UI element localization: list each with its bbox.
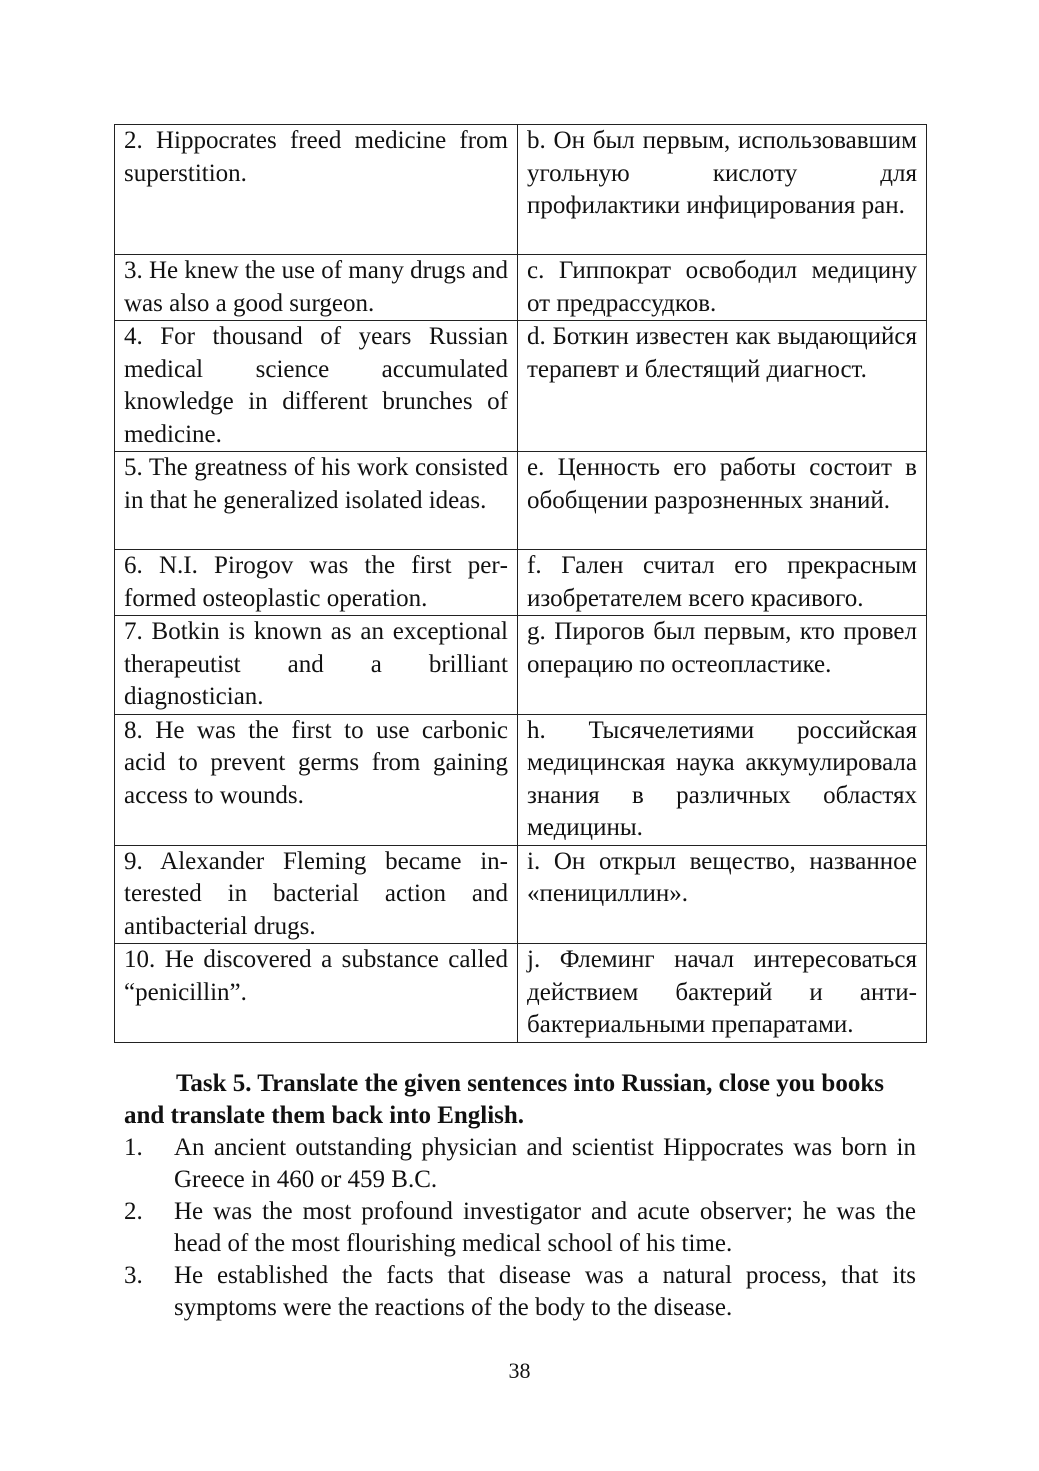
table-row bbox=[115, 452, 927, 550]
english-sentence-cell: 2. Hippocrates freed medicine from superstition. bbox=[115, 125, 518, 255]
list-item-number: 3. bbox=[124, 1262, 143, 1289]
russian-sentence-cell: g. Пирогов был первым, кто провел операцию по остеопластике. bbox=[518, 616, 927, 715]
russian-sentence-cell: h. Тысячелетиями российская медицинская наука аккумулировала знания в различных областях медицины. bbox=[518, 714, 927, 845]
table-row bbox=[115, 125, 927, 255]
russian-sentence-cell: j. Флеминг начал интересоваться действием бактерий и антибактериальными препаратами. bbox=[518, 944, 927, 1043]
russian-sentence-cell: e. Ценность его работы состоит в обобщении разрозненных знаний. bbox=[518, 452, 927, 550]
table-row bbox=[115, 616, 927, 715]
english-sentence-cell: 4. For thousand of years Russian medical science accumulated knowledge in different brunches of medicine. bbox=[115, 321, 518, 452]
english-sentence-cell: 10. He discovered a substance called “penicillin”. bbox=[115, 944, 518, 1043]
english-sentence-cell: 8. He was the first to use carbonic acid to prevent germs from gaining access to wounds. bbox=[115, 714, 518, 845]
table-row bbox=[115, 714, 927, 845]
table-row bbox=[115, 845, 927, 944]
table-row bbox=[115, 255, 927, 321]
task-heading: Task 5. Translate the given sentences into Russian, close you books and translate them back into English. bbox=[124, 1070, 884, 1129]
russian-sentence-cell: i. Он открыл вещество, названное «пенициллин». bbox=[518, 845, 927, 944]
list-item-number: 1. bbox=[124, 1134, 143, 1161]
russian-sentence-cell: f. Гален считал его прекрасным изобретателем всего красивого. bbox=[518, 550, 927, 616]
russian-sentence-cell: d. Боткин известен как выдающийся терапевт и блестящий диагност. bbox=[518, 321, 927, 452]
list-item bbox=[124, 1196, 916, 1260]
list-item bbox=[124, 1132, 916, 1196]
sentence-list bbox=[124, 1132, 916, 1324]
english-sentence-cell: 3. He knew the use of many drugs and was also a good surgeon. bbox=[115, 255, 518, 321]
russian-sentence-cell: b. Он был первым, использовавшим угольную кислоту для профилактики инфицирования ран. bbox=[518, 125, 927, 255]
english-sentence-cell: 9. Alexander Fleming became interested in bacterial action and antibacterial drugs. bbox=[115, 845, 518, 944]
list-item-text: He was the most profound investigator and acute observer; he was the head of the most flourishing medical school of his time. bbox=[174, 1198, 916, 1257]
english-sentence-cell: 6. N.I. Pirogov was the first performed osteoplastic operation. bbox=[115, 550, 518, 616]
list-item-number: 2. bbox=[124, 1198, 143, 1225]
russian-sentence-cell: c. Гиппократ освободил медицину от предрассудков. bbox=[518, 255, 927, 321]
english-sentence-cell: 7. Botkin is known as an exceptional therapeutist and a brilliant diagnostician. bbox=[115, 616, 518, 715]
table-row bbox=[115, 944, 927, 1043]
task-section bbox=[124, 1068, 916, 1324]
list-item-text: He established the facts that disease was a natural process, that its symptoms were the reactions of the body to the disease. bbox=[174, 1262, 916, 1321]
table-row bbox=[115, 550, 927, 616]
list-item bbox=[124, 1260, 916, 1324]
list-item-text: An ancient outstanding physician and scientist Hippocrates was born in Greece in 460 or 459 B.C. bbox=[174, 1134, 916, 1193]
matching-table bbox=[114, 124, 927, 1043]
table-row bbox=[115, 321, 927, 452]
english-sentence-cell: 5. The greatness of his work consisted in that he generalized isolated ideas. bbox=[115, 452, 518, 550]
page-number: 38 bbox=[508, 1358, 531, 1383]
